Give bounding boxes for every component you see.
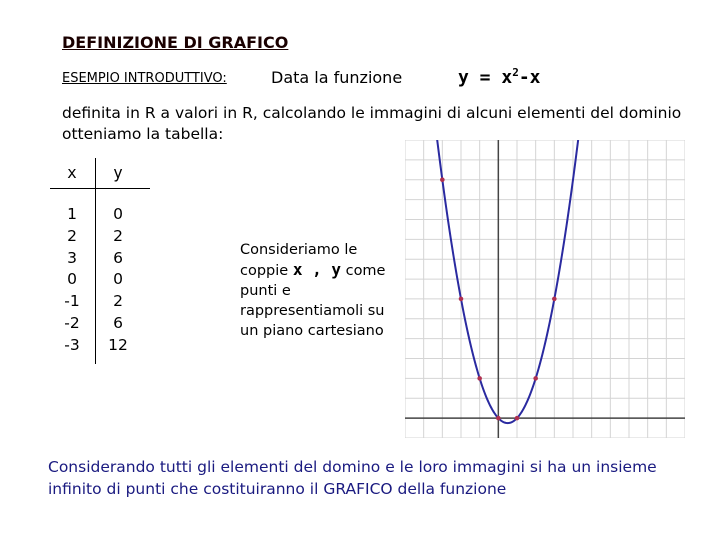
parabola-curve xyxy=(436,140,580,423)
table-cell-y: 2 xyxy=(113,292,123,311)
data-point xyxy=(533,376,538,381)
explanation-note xyxy=(240,240,390,341)
grid-lines xyxy=(405,140,685,438)
table-cell-x: -1 xyxy=(64,292,80,311)
table-cell-x: -2 xyxy=(64,313,80,332)
table-cell-y: 12 xyxy=(108,335,128,354)
table-cell-y: 6 xyxy=(113,313,123,332)
table-cell-x: 1 xyxy=(67,205,77,223)
note-after: come punti e rappresentiamoli su un piano cartesiano xyxy=(240,263,386,339)
note-before: Consideriamo le coppie xyxy=(240,242,358,279)
table-column-y xyxy=(98,158,138,357)
table-column-x xyxy=(52,158,92,357)
table-cell-y: 0 xyxy=(113,205,123,223)
note-pair: x , y xyxy=(292,260,341,279)
cartesian-graph xyxy=(405,140,685,438)
intro-text: definita in R a valori in R, calcolando le immagini di alcuni elementi del dominio otteniamo la tabella: xyxy=(62,104,682,143)
data-point xyxy=(552,297,557,302)
data-point xyxy=(440,177,445,182)
data-point xyxy=(459,297,464,302)
example-label: ESEMPIO INTRODUTTIVO: xyxy=(62,71,227,86)
data-point xyxy=(496,416,501,421)
table-cell-x: -3 xyxy=(64,335,80,354)
table-cell-x: 2 xyxy=(67,226,77,245)
page-title: DEFINIZIONE DI GRAFICO xyxy=(62,33,289,52)
equation-rhs: -x xyxy=(518,67,541,88)
equation-lhs: y = x xyxy=(458,67,513,88)
table-cell-y: 0 xyxy=(113,270,123,289)
conclusion-text: Considerando tutti gli elementi del domino e le loro immagini si ha un insieme infinito di punti che costituiranno il GRAFICO della funzione xyxy=(48,458,657,498)
table-cell-x: 0 xyxy=(67,270,77,289)
equation-exponent: 2 xyxy=(512,66,519,79)
given-function-label: Data la funzione xyxy=(271,68,403,87)
table-header-x: x xyxy=(67,163,77,182)
data-point xyxy=(477,376,482,381)
table-cell-y: 2 xyxy=(113,226,123,245)
table-cell-y: 6 xyxy=(113,248,123,267)
table-header-y: y xyxy=(113,163,123,182)
table-cell-x: 3 xyxy=(67,248,77,267)
function-equation xyxy=(458,66,541,88)
axes xyxy=(405,140,685,438)
data-point xyxy=(515,416,520,421)
value-table xyxy=(50,158,150,358)
